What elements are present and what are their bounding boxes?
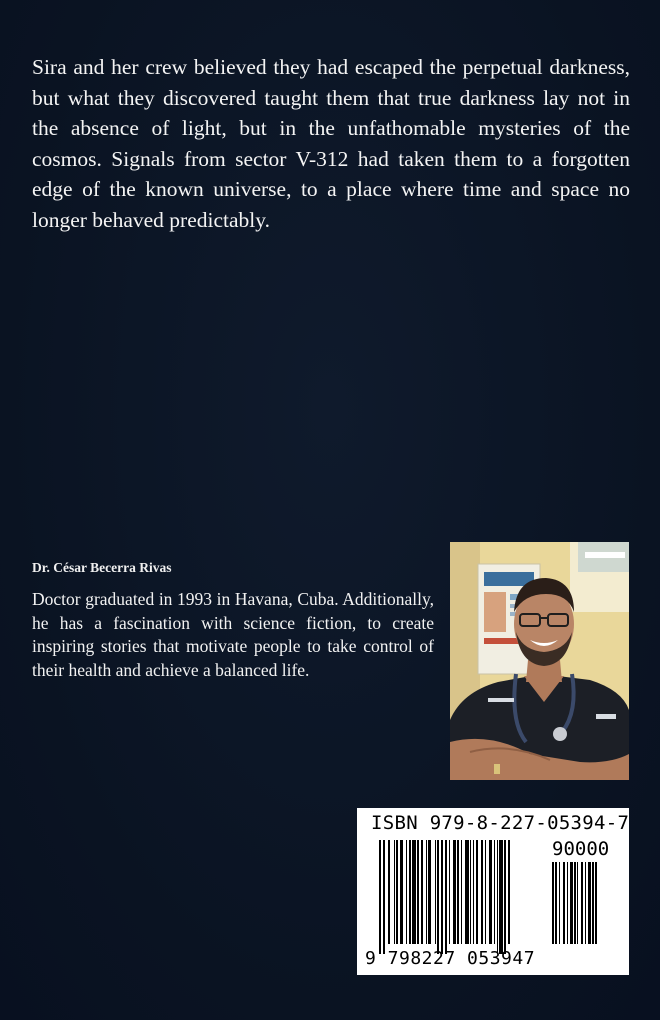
barcode-bar [577, 862, 578, 944]
barcode-bar [497, 840, 498, 954]
isbn-barcode [357, 808, 629, 975]
barcode-bar [412, 840, 416, 944]
barcode-bar [461, 840, 462, 944]
barcode-bar [563, 862, 565, 944]
barcode-bar [400, 840, 403, 944]
barcode-bar [445, 840, 447, 954]
barcode-bar [473, 840, 474, 944]
barcode-bar [406, 840, 407, 944]
book-blurb: Sira and her crew believed they had escaped the perpetual darkness, but what they discovered taught them that true darkness lay not in the absence of light, but in the unfathomable mysteries of the cosmos. Signals from sector V-312 had taken them to a forgotten edge of the known universe, to a place where time and space no longer behaved predictably. [32, 55, 630, 232]
barcode-bar [396, 840, 398, 944]
barcode-bar [476, 840, 478, 944]
barcode-bar [489, 840, 492, 944]
barcode-bar [465, 840, 469, 944]
barcode-bar [457, 840, 459, 944]
price-code: 90000 [552, 838, 610, 860]
barcode-bar [555, 862, 557, 944]
barcode-bar [504, 840, 506, 954]
barcode-bar [437, 840, 439, 954]
barcode-bar [485, 840, 486, 944]
barcode-bar [592, 862, 594, 944]
barcode-bar [449, 840, 450, 944]
ean-digits: 9 798227 053947 [365, 948, 536, 969]
barcode-bar [570, 862, 573, 944]
barcode-bar [453, 840, 456, 944]
barcode-bar [428, 840, 431, 944]
barcode-bar [426, 840, 427, 944]
barcode-bar [379, 840, 381, 954]
author-bio: Doctor graduated in 1993 in Havana, Cuba. Additionally, he has a fascination with science fiction, to create inspiring stories that motivate people to take control of their health and achieve a balanced life. [32, 589, 434, 680]
barcode-bar [481, 840, 483, 944]
barcode-bar [394, 840, 395, 944]
barcode-bar [470, 840, 471, 944]
barcode-bar [409, 840, 411, 944]
barcode-bar [574, 862, 576, 944]
barcode-bar [499, 840, 503, 954]
barcode-bar [388, 840, 390, 944]
barcode-bar [595, 862, 597, 944]
barcode-bar [585, 862, 586, 944]
barcode-bar [588, 862, 591, 944]
barcode-bar [417, 840, 419, 944]
barcode-bar [567, 862, 568, 944]
barcode-bar [441, 840, 443, 954]
barcode-bar [435, 840, 436, 944]
author-portrait-icon [450, 542, 629, 780]
barcode-bar [494, 840, 495, 944]
barcode-bar [508, 840, 510, 944]
barcode-bar [421, 840, 423, 944]
barcode-bar [559, 862, 560, 944]
ean-barcode-bars [379, 840, 547, 958]
isbn-label: ISBN 979-8-227-05394-7 [371, 812, 630, 834]
barcode-bar [552, 862, 554, 944]
barcode-bar [383, 840, 385, 954]
author-photo [450, 542, 629, 780]
author-name: Dr. César Becerra Rivas [32, 560, 172, 575]
addon-barcode-bars [552, 862, 622, 946]
barcode-bar [581, 862, 583, 944]
